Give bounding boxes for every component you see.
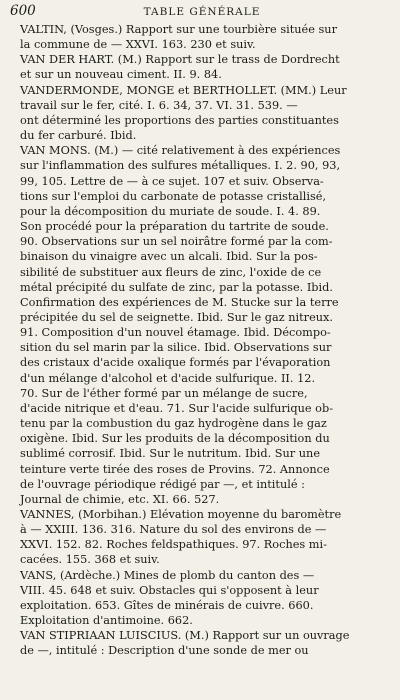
index-entry-vans [20, 568, 384, 629]
entry-line: binaison du vinaigre avec un alcali. Ibid. Sur la pos- [20, 250, 318, 264]
entry-line: tions sur l'emploi du carbonate de potasse cristallisé, [20, 189, 327, 203]
entry-line: VAN DER HART. (M.) Rapport sur le trass de Dordrecht [20, 53, 340, 67]
entry-line: la commune de — XXVI. 163. 230 et suiv. [20, 38, 256, 52]
entry-line: ont déterminé les proportions des parties constituantes [20, 113, 339, 127]
entry-line: Journal de chimie, etc. XI. 66. 527. [20, 492, 220, 506]
index-entry-vannes [20, 507, 384, 568]
page-number: 600 [10, 3, 36, 19]
entry-line: sibilité de substituer aux fleurs de zinc, l'oxide de ce [20, 265, 322, 279]
page-header [10, 3, 384, 20]
entry-line: de l'ouvrage périodique rédigé par —, et intitulé : [20, 477, 305, 491]
index-entry-van-stipriaan-luiscius [20, 628, 384, 658]
entry-line: Son procédé pour la préparation du tartrite de soude. [20, 220, 329, 234]
entry-line: oxigène. Ibid. Sur les produits de la décomposition du [20, 432, 330, 446]
running-title: TABLE GÉNÉRALE [143, 6, 261, 18]
entry-line: et sur un nouveau ciment. II. 9. 84. [20, 68, 222, 82]
entry-line: sublimé corrosif. Ibid. Sur le nutritum. Ibid. Sur une [20, 447, 321, 461]
index-entry-valtin [20, 22, 384, 52]
index-entries [20, 22, 384, 659]
entry-line: sur l'inflammation des sulfures métalliques. I. 2. 90, 93, [20, 159, 341, 173]
entry-line: métal précipité du sulfate de zinc, par la potasse. Ibid. [20, 280, 333, 294]
entry-line: travail sur le fer, cité. I. 6. 34, 37. VI. 31. 539. — [20, 98, 298, 112]
entry-line: teinture verte tirée des roses de Provins. 72. Annonce [20, 462, 330, 476]
entry-line: Confirmation des expériences de M. Stucke sur la terre [20, 295, 339, 309]
index-entry-vandermonde [20, 83, 384, 144]
entry-line: VANNES, (Morbihan.) Elévation moyenne du baromètre [20, 508, 342, 521]
entry-line: exploitation. 653. Gîtes de minérais de cuivre. 660. [20, 598, 314, 612]
entry-line: à — XXIII. 136. 316. Nature du sol des environs de — [20, 523, 327, 537]
entry-line: tenu par la combustion du gaz hydrogène dans le gaz [20, 417, 327, 431]
entry-line: VIII. 45. 648 et suiv. Obstacles qui s'opposent à leur [20, 583, 319, 597]
entry-line: 99, 105. Lettre de — à ce sujet. 107 et suiv. Observa- [20, 174, 324, 188]
entry-line: 70. Sur de l'éther formé par un mélange de sucre, [20, 386, 308, 400]
entry-line: sition du sel marin par la silice. Ibid. Observations sur [20, 341, 332, 355]
entry-line: VANS, (Ardèche.) Mines de plomb du canton des — [20, 568, 315, 582]
entry-line: précipitée du sel de seignette. Ibid. Sur le gaz nitreux. [20, 310, 334, 324]
entry-line: d'un mélange d'alcohol et d'acide sulfurique. II. 12. [20, 371, 316, 385]
entry-line: VALTIN, (Vosges.) Rapport sur une tourbière située sur [20, 23, 337, 36]
entry-line: pour la décomposition du muriate de soude. I. 4. 89. [20, 204, 321, 218]
entry-line: XXVI. 152. 82. Roches feldspathiques. 97. Roches mi- [20, 538, 327, 552]
entry-line: VAN MONS. (M.) — cité relativement à des expériences [20, 144, 341, 158]
entry-line: 90. Observations sur un sel noirâtre formé par la com- [20, 235, 333, 249]
entry-line: de —, intitulé : Description d'une sonde de mer ou [20, 644, 309, 658]
entry-line: VANDERMONDE, MONGE et BERTHOLLET. (MM.) Leur [20, 83, 347, 97]
entry-line: des cristaux d'acide oxalique formés par l'évaporation [20, 356, 331, 370]
entry-line: Exploitation d'antimoine. 662. [20, 614, 193, 628]
index-entry-van-der-hart [20, 52, 384, 82]
entry-line: cacées. 155. 368 et suiv. [20, 553, 160, 567]
entry-line: VAN STIPRIAAN LUISCIUS. (M.) Rapport sur un ouvrage [20, 629, 350, 643]
entry-line: du fer carburé. Ibid. [20, 129, 137, 143]
entry-line: 91. Composition d'un nouvel étamage. Ibid. Décompo- [20, 326, 331, 340]
index-entry-van-mons [20, 143, 384, 507]
entry-line: d'acide nitrique et d'eau. 71. Sur l'acide sulfurique ob- [20, 401, 334, 415]
